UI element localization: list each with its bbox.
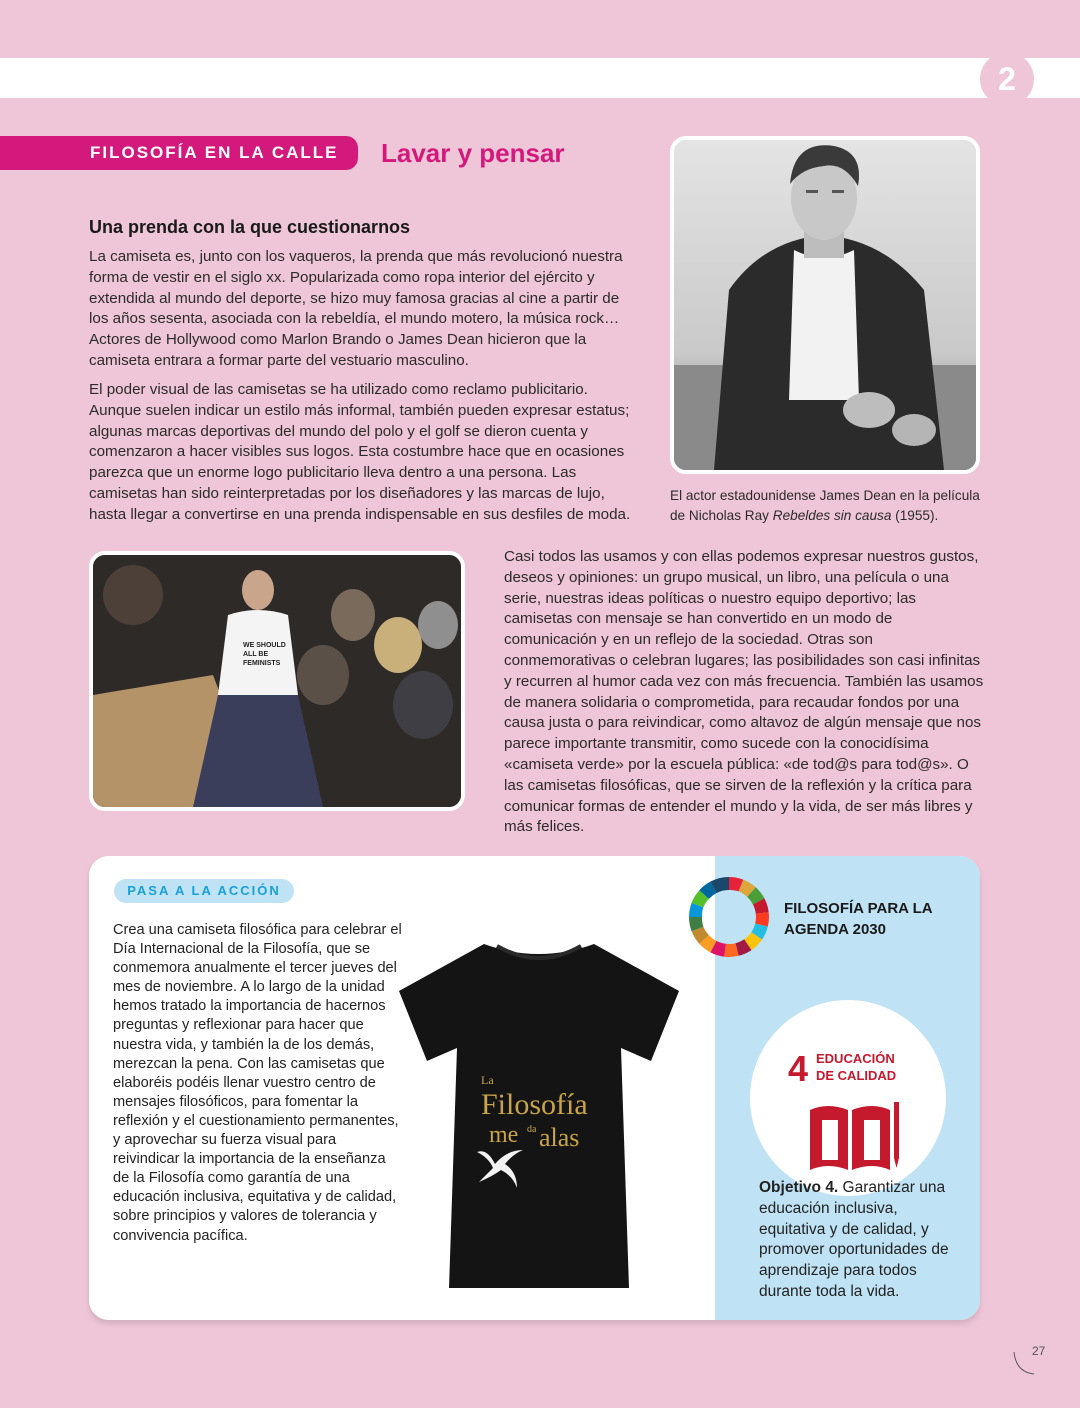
runway-shirt-text: WE SHOULD ALL BE FEMINISTS <box>243 642 286 667</box>
tshirt-illustration <box>389 936 689 1296</box>
runway-illustration <box>93 555 461 807</box>
caption-film-title: Rebeldes sin causa <box>772 508 892 523</box>
runway-photo <box>89 551 465 811</box>
action-left-panel <box>89 856 715 1320</box>
goal-description <box>759 1178 959 1303</box>
goal-label <box>816 1050 896 1084</box>
sdg-goal-4-badge <box>750 1000 946 1196</box>
action-pill: PASA A LA ACCIÓN <box>114 879 294 903</box>
tshirt-logo-da: da <box>527 1124 537 1135</box>
action-text: Crea una camiseta filosófica para celebrar el Día Internacional de la Filosofía, que se conmemora anualmente el tercer jueves del mes de noviembre. A lo largo de la unidad hemos tratado la importancia de hacernos preguntas y reflexionar para hacer que nuestra vida, y también la de los demás, merezcan la pena. Con las camisetas que elaboréis podéis llenar vuestro centro de mensajes filosóficos, para fomentar la reflexión y el cuestionamiento permanentes, y aprovechar su fuerza visual para reivindicar la importancia de la enseñanza de la Filosofía como garantía de una educación inclusiva, equitativa y de calidad, sobre principios y valores de tolerancia y convivencia pacífica. <box>113 922 402 1244</box>
goal-label-line1: EDUCACIÓN <box>816 1051 895 1066</box>
article-paragraph-1: La camiseta es, junto con los vaqueros, la prenda que más revolucionó nuestra forma de vestir en el siglo xx. Popularizada como ropa interior del ejército y extendida al mundo del deporte, se hizo muy famosa gracias al cine a partir de los años sesenta, asociada con la rebeldía, el mundo motero, la música rock… Actores de Hollywood como Marlon Brando o James Dean hicieron que la camiseta entrara a formar parte del vestuario masculino. <box>89 248 623 369</box>
action-card <box>89 856 980 1320</box>
unit-number-badge: 2 <box>980 52 1034 106</box>
goal-number: 4 <box>788 1048 809 1089</box>
photo-caption <box>670 486 990 526</box>
tshirt-logo-alas: alas <box>539 1123 580 1152</box>
tshirt-logo-small: La <box>481 1073 494 1087</box>
james-dean-illustration <box>674 140 976 470</box>
page-number: 27 <box>1032 1344 1046 1358</box>
agenda-title: FILOSOFÍA PARA LA AGENDA 2030 <box>784 900 933 938</box>
sdg-wheel-icon <box>686 874 772 960</box>
section-tag: FILOSOFÍA EN LA CALLE <box>0 136 358 170</box>
book-pencil-icon <box>808 1098 900 1172</box>
article-paragraph-2: El poder visual de las camisetas se ha utilizado como reclamo publicitario. Aunque suelen indicar un estilo más informal, también pueden expresar estatus; algunas marcas deportivas del mundo del polo y el golf se dieron cuenta y comenzaron a hacer visibles sus logos. Esta costumbre hace que en ocasiones parezca que un enorme logo publicitario lleva dentro a una persona. Las camisetas han sido reinterpretadas por los diseñadores y las marcas de lujo, hasta llegar a convertirse en una prenda indispensable en sus desfiles de moda. <box>89 381 631 523</box>
section-title: Lavar y pensar <box>381 138 565 168</box>
tshirt-logo-me: me <box>489 1122 519 1148</box>
article-paragraph-3: Casi todos las usamos y con ellas podemos expresar nuestros gustos, deseos y opiniones: un grupo musical, un libro, una película o una serie, nuestras ideas políticas o nuestro equipo deportivo; las camisetas con mensaje se han convertido en un modo de comunicación y en un reflejo de la sociedad. Otras son conmemorativas o celebran lugares; las posibilidades son casi infinitas y recurren al humor cada vez con más frecuencia. También las usamos de manera solidaria o comprometida, para recaudar fondos por una causa justa o para reivindicar, como altavoz de algún mensaje que nos parece importante transmitir, como sucede con la conocidísima «camiseta verde» por la escuela pública: «de tod@s para tod@s». O las camisetas filosóficas, que se sirven de la reflexión y la crítica para comunicar formas de entender el mundo y la vida, de ser más libres y más felices. <box>504 548 984 836</box>
james-dean-photo <box>670 136 980 474</box>
objective-label: Objetivo 4. <box>759 1179 839 1196</box>
tshirt-logo-line1: Filosofía <box>481 1088 588 1121</box>
goal-label-line2: DE CALIDAD <box>816 1068 897 1083</box>
caption-year: (1955). <box>891 508 939 523</box>
article-heading: Una prenda con la que cuestionarnos <box>89 217 411 237</box>
caption-text: El actor estadounidense James Dean en la película de Nicholas Ray <box>670 488 980 523</box>
objective-text: Garantizar una educación inclusiva, equitativa y de calidad, y promover oportunidades de aprendizaje para todos durante toda la vida. <box>759 1179 949 1300</box>
top-band <box>0 58 1080 98</box>
